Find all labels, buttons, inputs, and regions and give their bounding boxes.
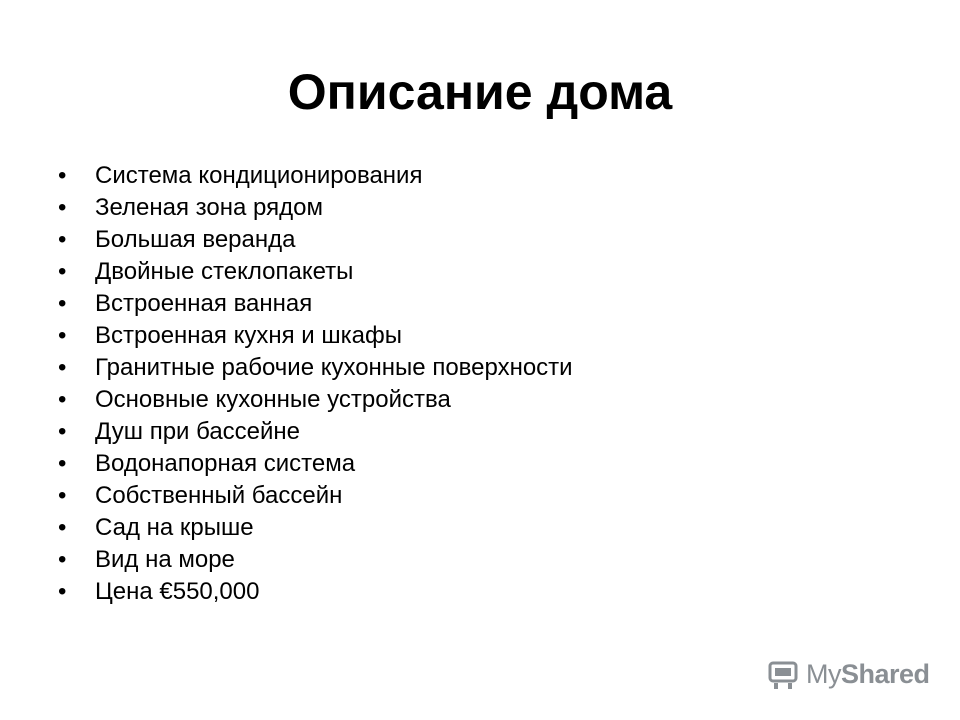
list-item-label: Вид на море xyxy=(95,546,235,573)
list-item-label: Водонапорная система xyxy=(95,450,356,477)
list-item xyxy=(58,256,573,288)
list-item xyxy=(58,576,573,608)
watermark-text xyxy=(806,656,930,692)
watermark-prefix: My xyxy=(806,659,841,689)
list-item xyxy=(58,224,573,256)
bullet-icon: • xyxy=(58,514,67,541)
bullet-icon: • xyxy=(58,258,67,285)
list-item xyxy=(58,320,573,352)
list-item xyxy=(58,160,573,192)
list-item-label: Большая веранда xyxy=(95,226,296,253)
myshared-logo-icon xyxy=(766,657,800,691)
bullet-icon: • xyxy=(58,290,67,317)
myshared-watermark[interactable] xyxy=(766,656,930,692)
bullet-icon: • xyxy=(58,482,67,509)
bullet-icon: • xyxy=(58,322,67,349)
bullet-icon: • xyxy=(58,226,67,253)
list-item xyxy=(58,352,573,384)
list-item-label: Встроенная ванная xyxy=(95,290,313,317)
bullet-icon: • xyxy=(58,418,67,445)
list-item xyxy=(58,416,573,448)
bullet-icon: • xyxy=(58,578,67,605)
bullet-icon: • xyxy=(58,354,67,381)
feature-list xyxy=(58,160,573,608)
bullet-icon: • xyxy=(58,450,67,477)
list-item xyxy=(58,384,573,416)
list-item xyxy=(58,512,573,544)
list-item-label: Гранитные рабочие кухонные поверхности xyxy=(95,354,573,381)
watermark-suffix: Shared xyxy=(841,659,930,689)
list-item-label: Основные кухонные устройства xyxy=(95,386,451,413)
list-item xyxy=(58,480,573,512)
list-item xyxy=(58,544,573,576)
list-item-label: Душ при бассейне xyxy=(95,418,301,445)
list-item-label: Зеленая зона рядом xyxy=(95,194,323,221)
list-item xyxy=(58,448,573,480)
list-item-label: Система кондиционирования xyxy=(95,162,423,189)
bullet-icon: • xyxy=(58,194,67,221)
bullet-icon: • xyxy=(58,386,67,413)
list-item xyxy=(58,288,573,320)
list-item xyxy=(58,192,573,224)
list-item-label: Двойные стеклопакеты xyxy=(95,258,354,285)
page-title: Описание дома xyxy=(287,64,673,120)
list-item-label: Собственный бассейн xyxy=(95,482,343,509)
list-item-label: Сад на крыше xyxy=(95,514,254,541)
bullet-icon: • xyxy=(58,546,67,573)
bullet-icon: • xyxy=(58,162,67,189)
list-item-label: Цена €550,000 xyxy=(95,578,260,605)
list-item-label: Встроенная кухня и шкафы xyxy=(95,322,402,349)
